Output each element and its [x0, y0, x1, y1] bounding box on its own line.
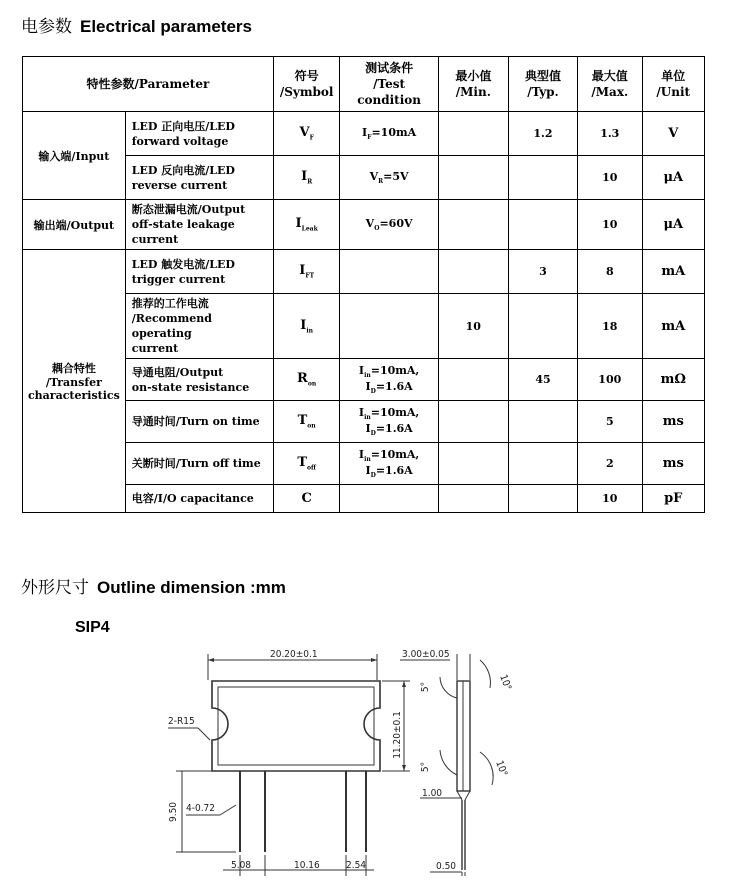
table-row [23, 112, 705, 156]
param-unit: V [642, 112, 704, 156]
param-desc: LED 正向电压/LED forward voltage [125, 112, 273, 156]
dim-height: 11.20±0.1 [392, 711, 403, 759]
param-desc: LED 触发电流/LED trigger current [125, 250, 273, 294]
param-symbol: $I_{FT}$ [273, 250, 340, 294]
param-condition [340, 485, 438, 513]
table-row [23, 294, 705, 359]
dim-angle-3: 5° [420, 761, 431, 773]
param-condition: $I_{in}=10mA$, $I_D=1.6A$ [340, 401, 438, 443]
param-condition: $V_O=60V$ [340, 200, 438, 250]
group-label-transfer: 耦合特性 /Transfer characteristics [23, 250, 126, 513]
param-condition: $I_{in}=10mA$, $I_D=1.6A$ [340, 359, 438, 401]
header-test-condition: 测试条件 /Test condition [340, 57, 438, 112]
body-outline [212, 681, 380, 771]
param-min [438, 156, 508, 200]
dim-angle-1: 5° [420, 681, 431, 693]
param-unit: μA [642, 200, 704, 250]
dim-width: 20.20±0.1 [270, 649, 318, 660]
param-typ: 1.2 [508, 112, 577, 156]
param-desc: 电容/I/O capacitance [125, 485, 273, 513]
header-max: 最大值 /Max. [578, 57, 642, 112]
param-typ [508, 401, 577, 443]
param-symbol: $I_R$ [273, 156, 340, 200]
param-max: 5 [578, 401, 642, 443]
electrical-parameters-table [22, 56, 705, 513]
section-title-cn: 电参数 [21, 17, 72, 37]
param-min [438, 200, 508, 250]
param-unit: μA [642, 156, 704, 200]
param-min [438, 112, 508, 156]
param-unit: ms [642, 443, 704, 485]
dim-lead-length: 9.50 [168, 801, 179, 823]
param-max: 1.3 [578, 112, 642, 156]
param-min [438, 443, 508, 485]
param-typ [508, 485, 577, 513]
param-condition: $I_{in}=10mA$, $I_D=1.6A$ [340, 443, 438, 485]
param-min [438, 485, 508, 513]
param-min [438, 401, 508, 443]
table-row [23, 485, 705, 513]
param-min: 10 [438, 294, 508, 359]
table-header-row [23, 57, 705, 112]
dim-pitch-2: 10.16 [294, 860, 320, 871]
param-condition: $I_F=10mA$ [340, 112, 438, 156]
param-min [438, 250, 508, 294]
header-min: 最小值 /Min. [438, 57, 508, 112]
param-typ [508, 156, 577, 200]
header-parameter: 特性参数/Parameter [23, 57, 274, 112]
dim-pitch-1: 5.08 [231, 860, 252, 871]
param-unit: pF [642, 485, 704, 513]
group-label-output: 输出端/Output [23, 200, 126, 250]
param-min [438, 359, 508, 401]
dim-lead-width: 0.50 [436, 861, 457, 872]
param-max: 100 [578, 359, 642, 401]
param-condition [340, 294, 438, 359]
param-typ [508, 294, 577, 359]
param-max: 8 [578, 250, 642, 294]
table-row [23, 401, 705, 443]
header-unit: 单位 /Unit [642, 57, 704, 112]
param-max: 18 [578, 294, 642, 359]
param-max: 10 [578, 200, 642, 250]
param-desc: 导通电阻/Output on-state resistance [125, 359, 273, 401]
param-desc: 关断时间/Turn off time [125, 443, 273, 485]
table-row [23, 156, 705, 200]
param-typ: 3 [508, 250, 577, 294]
param-max: 10 [578, 156, 642, 200]
param-unit: ms [642, 401, 704, 443]
param-desc: LED 反向电流/LED reverse current [125, 156, 273, 200]
param-desc: 导通时间/Turn on time [125, 401, 273, 443]
param-symbol: $I_{Leak}$ [273, 200, 340, 250]
param-unit: mA [642, 294, 704, 359]
header-typ: 典型值 /Typ. [508, 57, 577, 112]
param-symbol: C [273, 485, 340, 513]
dim-thickness: 3.00±0.05 [402, 649, 450, 660]
param-max: 2 [578, 443, 642, 485]
param-symbol: $V_F$ [273, 112, 340, 156]
header-symbol: 符号 /Symbol [273, 57, 340, 112]
param-symbol: $I_{in}$ [273, 294, 340, 359]
param-symbol: $T_{on}$ [273, 401, 340, 443]
param-unit: mΩ [642, 359, 704, 401]
dim-angle-2: 10° [497, 673, 513, 693]
param-typ [508, 443, 577, 485]
section-title-en: Electrical parameters [80, 17, 252, 36]
param-symbol: $T_{off}$ [273, 443, 340, 485]
outline-drawing [0, 640, 750, 894]
table-row [23, 443, 705, 485]
param-symbol: $R_{on}$ [273, 359, 340, 401]
param-typ: 45 [508, 359, 577, 401]
param-desc: 推荐的工作电流 /Recommend operating current [125, 294, 273, 359]
table-row [23, 359, 705, 401]
dim-pitch-3: 2.54 [346, 860, 367, 871]
section-title-outline [21, 573, 286, 598]
param-condition [340, 250, 438, 294]
dim-radius: 2-R15 [168, 716, 195, 727]
param-max: 10 [578, 485, 642, 513]
dim-lead-thickness: 1.00 [422, 788, 443, 799]
param-condition: $V_R=5V$ [340, 156, 438, 200]
table-row [23, 250, 705, 294]
param-typ [508, 200, 577, 250]
section-title-en: Outline dimension :mm [97, 578, 286, 597]
section-title-electrical [21, 12, 252, 37]
body-inner [218, 687, 374, 765]
dim-angle-4: 10° [493, 759, 509, 779]
table-row [23, 200, 705, 250]
param-unit: mA [642, 250, 704, 294]
group-label-input: 输入端/Input [23, 112, 126, 200]
section-title-cn: 外形尺寸 [21, 578, 89, 598]
package-name: SIP4 [75, 619, 110, 636]
dim-pin-hole: 4-0.72 [186, 803, 215, 814]
param-desc: 断态泄漏电流/Output off-state leakage current [125, 200, 273, 250]
